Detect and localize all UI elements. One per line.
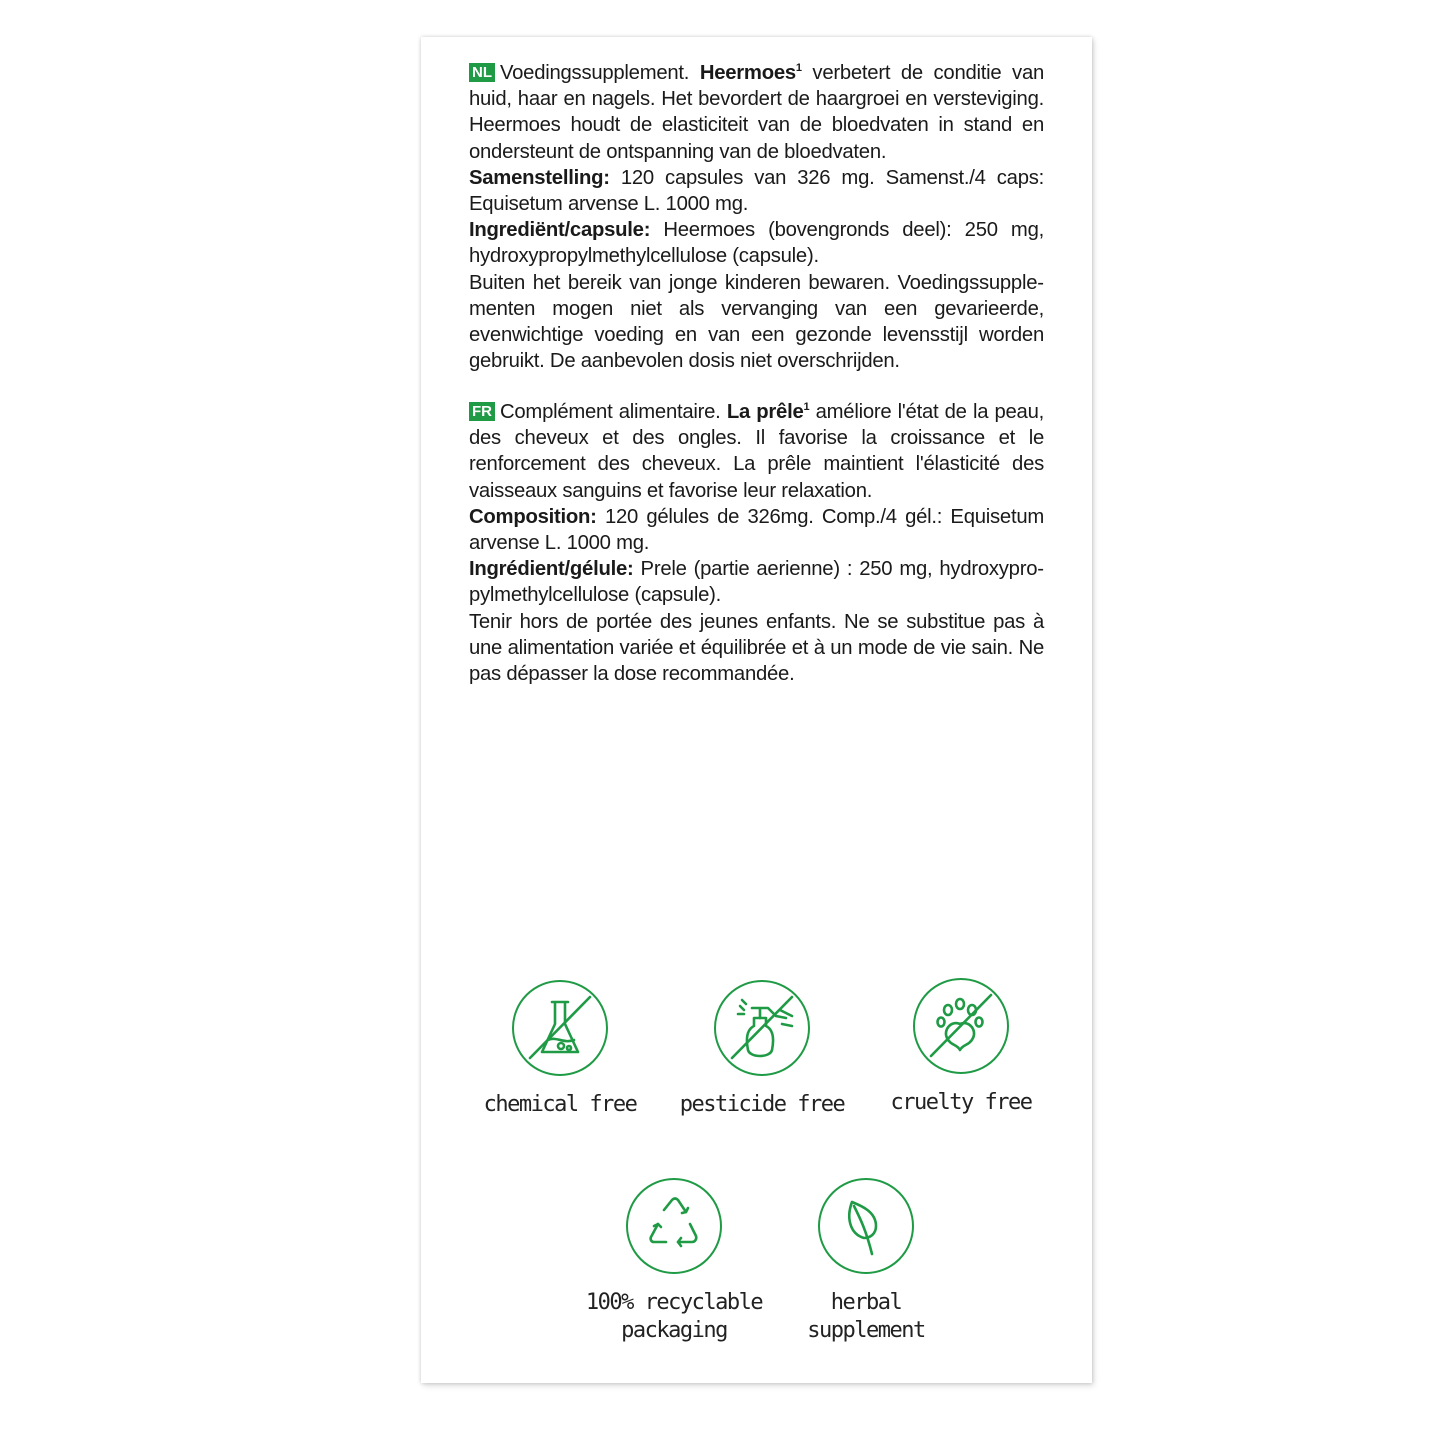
badge-label: chemical free [483, 1092, 637, 1117]
herbal-supplement-badge [766, 1178, 966, 1345]
fr-language-tag: FR [469, 402, 495, 421]
nl-warning: Buiten het bereik van jonge kinderen bewaren. Voedingssupplementen mogen niet als vervanging van een gevarieerde, evenwichtige voeding en van een gezonde levensstijl worden gebruikt. De aanbevolen dosis niet overschrijden. [469, 271, 1044, 373]
fr-composition: Composition: 120 gélules de 326mg. Comp./4 gél.: Equisetum arvense L. 1000 mg. [469, 505, 1044, 555]
dutch-description [469, 60, 1044, 374]
badge-label: cruelty free [890, 1090, 1032, 1115]
paw-crossed-icon [913, 978, 1009, 1074]
fr-warning: Tenir hors de portée des jeunes enfants. Ne se substitue pas à une alimentation variée et équilibrée et à un mode de vie sain. Ne pas dépasser la dose recommandée. [469, 610, 1044, 686]
leaf-icon [818, 1178, 914, 1274]
badge-label: 100% recyclable packaging [585, 1290, 763, 1343]
recycle-icon [626, 1178, 722, 1274]
nl-language-tag: NL [469, 63, 495, 82]
badge-label: pesticide free [679, 1092, 845, 1117]
pesticide-free-badge [662, 980, 862, 1119]
nl-ingredient: Ingrediënt/capsule: Heermoes (bovengronds deel): 250 mg, hydroxypropylmethylcellulose (capsule). [469, 219, 1044, 268]
cruelty-free-badge [861, 978, 1061, 1117]
fr-intro: FR Complément alimentaire. La prêle$^1$ améliore l'état de la peau, des cheveux et des ongles. Il favorise la croissance et le renforcement des cheveux. La prêle maintient l'élasticité des vaisseaux sanguins et favorise leur relaxation. [469, 401, 1044, 502]
recyclable-packaging-badge [574, 1178, 774, 1345]
spray-bottle-crossed-icon [714, 980, 810, 1076]
fr-herb-name: La prêle [726, 401, 804, 423]
flask-crossed-icon [512, 980, 608, 1076]
french-description [469, 399, 1044, 687]
badge-label: herbal supplement [807, 1290, 925, 1343]
nl-herb-name: Heermoes [699, 62, 796, 84]
chemical-free-badge [460, 980, 660, 1119]
nl-intro: NL Voedingssupplement. Heermoes$^1$ verbetert de conditie van huid, haar en nagels. Het bevordert de haargroei en versteviging. Heermoes houdt de elasticiteit van de bloedvaten in stand en ondersteunt de ontspanning van de bloedvaten. [469, 62, 1044, 163]
nl-composition: Samenstelling: 120 capsules van 326 mg. Samenst./4 caps: Equisetum arvense L. 1000 mg. [469, 166, 1044, 216]
fr-ingredient: Ingrédient/gélule: Prele (partie aerienne) : 250 mg, hydroxypropylmethylcellulose (capsule). [469, 558, 1044, 607]
